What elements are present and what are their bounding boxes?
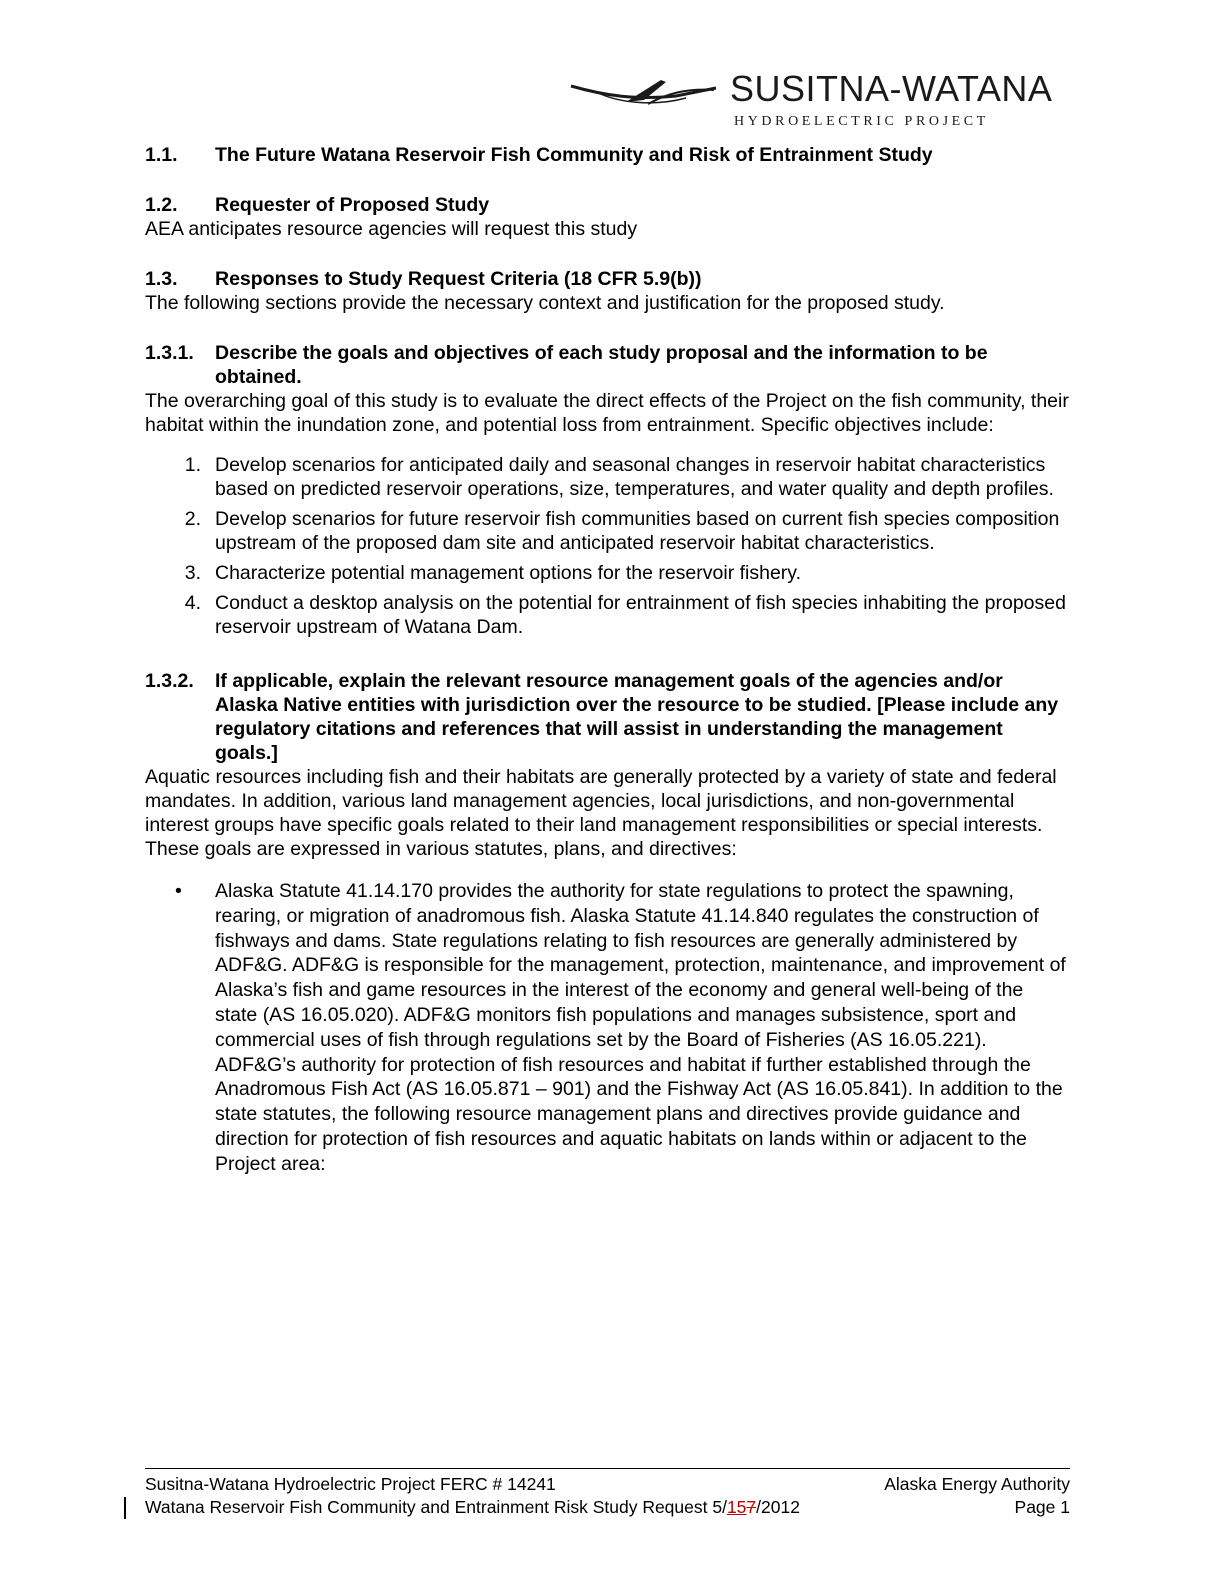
revision-deletion: 7: [746, 1497, 757, 1517]
heading-1-3-2: [145, 669, 1070, 765]
footer-document-title: [145, 1496, 800, 1519]
heading-1-3-1: [145, 341, 1070, 389]
document-body: [145, 143, 1070, 1177]
list-number: 3.: [184, 562, 201, 584]
heading-text: Requester of Proposed Study: [215, 194, 490, 216]
paragraph-management-goals: Aquatic resources including fish and their habitats are generally protected by a variety of state and federal mandates. In addition, various land management agencies, local jurisdictions, and non-governmental interest groups have specific goals related to their land management responsibilities or special interests. These goals are expressed in various statutes, plans, and directives:: [145, 766, 1057, 860]
objectives-list: [145, 453, 1070, 639]
revision-insertion: 15: [726, 1497, 747, 1517]
footer-row-2: [145, 1496, 1070, 1519]
footer-title-text: Watana Reservoir Fish Community and Entrainment Risk Study Request 5/: [145, 1497, 727, 1517]
footer-row-1: [145, 1473, 1070, 1496]
list-item: [145, 453, 1070, 501]
footer-title-year: /2012: [756, 1497, 800, 1517]
list-number: 4.: [184, 592, 201, 614]
heading-1-1: [145, 143, 1070, 167]
heading-number: 1.3.2.: [145, 670, 194, 692]
heading-number: 1.1.: [145, 144, 178, 166]
list-text: Conduct a desktop analysis on the potential for entrainment of fish species inhabiting the proposed reservoir upstream of Watana Dam.: [215, 592, 1066, 638]
heading-number: 1.2.: [145, 194, 178, 216]
footer-project: Susitna-Watana Hydroelectric Project FERC # 14241: [145, 1474, 556, 1494]
heading-text: If applicable, explain the relevant resource management goals of the agencies and/or Alaska Native entities with jurisdiction over the resource to be studied. [Please include any regulatory citations and references that will assist in understanding the management goals.]: [215, 670, 1059, 764]
heading-number: 1.3.: [145, 268, 178, 290]
list-text: Develop scenarios for future reservoir fish communities based on current fish species composition upstream of the proposed dam site and anticipated reservoir habitat characteristics.: [215, 508, 1060, 554]
page-footer: [145, 1468, 1070, 1519]
bullet-icon: •: [175, 880, 182, 902]
bullet-item: [145, 879, 1070, 1177]
list-item: [145, 591, 1070, 639]
heading-text: Describe the goals and objectives of each study proposal and the information to be obtained.: [215, 342, 988, 388]
heading-text: The Future Watana Reservoir Fish Community and Risk of Entrainment Study: [215, 144, 933, 166]
paragraph-context: The following sections provide the necessary context and justification for the proposed study.: [145, 292, 945, 314]
heading-1-2: [145, 193, 1070, 217]
project-logo: [566, 66, 1066, 136]
list-text: Develop scenarios for anticipated daily and seasonal changes in reservoir habitat characteristics based on predicted reservoir operations, size, temperatures, and water quality and depth profiles.: [215, 454, 1054, 500]
heading-1-3: [145, 267, 1070, 291]
paragraph-goals: The overarching goal of this study is to evaluate the direct effects of the Project on the fish community, their habitat within the inundation zone, and potential loss from entrainment. Specific objectives include:: [145, 390, 1069, 436]
footer-authority: Alaska Energy Authority: [884, 1474, 1070, 1494]
page-number: Page 1: [1014, 1497, 1070, 1517]
list-item: [145, 507, 1070, 555]
logo-title: SUSITNA-WATANA: [730, 68, 1053, 109]
bullet-text: Alaska Statute 41.14.170 provides the authority for state regulations to protect the spawning, rearing, or migration of anadromous fish. Alaska Statute 41.14.840 regulates the construction of fishways and dams. State regulations relating to fish resources are generally administered by ADF&G. ADF&G is responsible for the management, protection, maintenance, and improvement of Alaska’s fish and game resources in the interest of the economy and general well-being of the state (AS 16.05.020). ADF&G monitors fish populations and manages subsistence, sport and commercial uses of fish through regulations set by the Board of Fisheries (AS 16.05.221). ADF&G’s authority for protection of fish resources and habitat if further established through the Anadromous Fish Act (AS 16.05.871 – 901) and the Fishway Act (AS 16.05.841). In addition to the state statutes, the following resource management plans and directives provide guidance and direction for protection of fish resources and aquatic habitats on lands within or adjacent to the Project area:: [215, 880, 1066, 1175]
list-number: 2.: [184, 508, 201, 530]
heading-text: Responses to Study Request Criteria (18 CFR 5.9(b)): [215, 268, 702, 290]
footer-divider: [145, 1468, 1070, 1469]
swoosh-logo-icon: [566, 74, 726, 114]
paragraph-requester: AEA anticipates resource agencies will request this study: [145, 218, 638, 240]
logo-subtitle: HYDROELECTRIC PROJECT: [734, 114, 989, 129]
list-item: [145, 561, 1070, 585]
list-number: 1.: [184, 454, 201, 476]
revision-change-bar: [124, 1497, 126, 1519]
list-text: Characterize potential management options for the reservoir fishery.: [215, 562, 802, 584]
heading-number: 1.3.1.: [145, 342, 194, 364]
